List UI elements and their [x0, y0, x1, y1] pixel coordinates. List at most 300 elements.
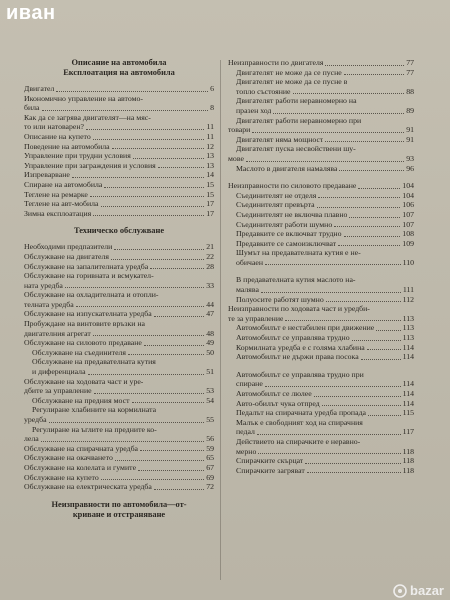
- section-heading: Експлоатация на автомобила: [63, 68, 175, 77]
- toc-page-number: 91: [406, 125, 414, 135]
- toc-entry-title: Теглене на авт-мобила: [24, 199, 99, 209]
- toc-page-number: 33: [206, 280, 214, 290]
- toc-entry: [24, 386, 214, 396]
- toc-page-number: 17: [206, 208, 214, 218]
- toc-entry: [24, 463, 214, 473]
- toc-entry: [228, 144, 414, 154]
- toc-page-number: 48: [206, 328, 214, 338]
- toc-page-number: 51: [206, 367, 214, 377]
- toc-entry: [228, 399, 414, 409]
- toc-entry: [24, 151, 214, 161]
- toc-entry-title: Обслужване на охладителната и отопли-: [24, 290, 159, 300]
- dot-leader: [258, 453, 400, 454]
- dot-leader: [252, 132, 404, 133]
- toc-entry: [228, 343, 414, 353]
- toc-entry: [24, 415, 214, 425]
- toc-entry: [228, 437, 414, 447]
- toc-page-number: 77: [406, 67, 414, 77]
- dot-leader: [257, 434, 401, 435]
- dot-leader: [128, 354, 204, 355]
- dot-leader: [138, 470, 204, 471]
- toc-page-number: 114: [402, 342, 414, 352]
- toc-page-number: 65: [206, 453, 214, 463]
- dot-leader: [349, 217, 400, 218]
- dot-leader: [344, 74, 404, 75]
- toc-page-number: 114: [402, 398, 414, 408]
- toc-entry-title: те за управление: [228, 313, 284, 323]
- toc-page-number: 96: [406, 163, 414, 173]
- toc-entry-title: Двигателят пуска несвойствени шу-: [236, 144, 356, 154]
- toc-entry: [24, 271, 214, 281]
- toc-entry: [24, 122, 214, 132]
- toc-page-number: 50: [206, 347, 214, 357]
- toc-page-number: 107: [402, 219, 414, 229]
- toc-entry-title: Двигател: [24, 84, 55, 93]
- watermark-top: иван: [6, 2, 56, 24]
- toc-entry-title: Обслужване на колелата и гумите: [24, 462, 137, 472]
- toc-entry-title: Теглене на ремарке: [24, 189, 88, 199]
- toc-entry-title: топло състояние: [236, 86, 291, 96]
- section-heading: Техническо обслужване: [73, 226, 165, 236]
- toc-entry-title: товари: [228, 125, 251, 135]
- dot-leader: [112, 148, 205, 149]
- toc-entry: [228, 68, 414, 78]
- toc-entry: [228, 408, 414, 418]
- toc-entry: [228, 258, 414, 268]
- toc-entry: [228, 370, 414, 380]
- toc-page-number: 110: [402, 257, 414, 267]
- toc-entry: [228, 447, 414, 457]
- toc-entry: [228, 427, 414, 437]
- section-heading: криване и отстраняване: [72, 509, 166, 519]
- toc-page-number: 14: [206, 170, 214, 180]
- toc-entry-title: Обслужване на запалителната уредба: [24, 261, 149, 271]
- dot-leader: [41, 441, 205, 442]
- dot-leader: [339, 170, 404, 171]
- dot-leader: [133, 158, 204, 159]
- dot-leader: [318, 197, 400, 198]
- toc-entry-title: Двигателят работи неравномерно на: [236, 96, 357, 106]
- toc-page-number: 55: [206, 415, 214, 424]
- toc-entry-title: Маслото в двигателя намалява: [236, 163, 338, 173]
- toc-entry: [24, 329, 214, 339]
- toc-entry: [24, 242, 214, 252]
- toc-entry: [24, 482, 214, 492]
- toc-entry-title: лела: [24, 434, 39, 444]
- toc-page-number: 17: [206, 199, 214, 209]
- toc-entry-title: Малък е свободният ход на спирачния: [236, 417, 363, 427]
- toc-entry-title: била: [24, 103, 40, 113]
- toc-entry-title: двигателния агрегат: [24, 328, 91, 338]
- toc-page-number: 13: [206, 160, 214, 170]
- toc-entry-title: ната уредба: [24, 280, 63, 290]
- toc-page-number: 6: [210, 84, 214, 93]
- toc-entry-title: Обслужване на съединителя: [32, 347, 127, 357]
- toc-entry: [24, 94, 214, 104]
- dot-leader: [261, 292, 401, 293]
- dot-leader: [285, 320, 400, 321]
- dot-leader: [115, 460, 204, 461]
- toc-entry: [228, 77, 414, 87]
- toc-page-number: 15: [206, 189, 214, 199]
- dot-leader: [273, 113, 404, 114]
- toc-entry: [24, 132, 214, 142]
- toc-page-number: 113: [402, 313, 414, 323]
- toc-entry: [24, 444, 214, 454]
- toc-entry-title: Автомобилът е нестабилен при движение: [236, 323, 375, 333]
- toc-entry-title: празен ход: [236, 105, 272, 115]
- toc-entry: [24, 377, 214, 387]
- toc-entry-title: Обслужване на ходовата част и уре-: [24, 376, 144, 386]
- dot-leader: [334, 226, 400, 227]
- toc-page-number: 117: [402, 427, 414, 437]
- toc-entry-title: Автомобилът се управлява трудно: [236, 333, 350, 343]
- toc-entry: [24, 190, 214, 200]
- dot-leader: [352, 340, 401, 341]
- toc-entry: [228, 191, 414, 201]
- toc-entry-title: В предавателната кутия маслото на-: [236, 275, 356, 285]
- toc-page-number: 77: [406, 58, 414, 67]
- toc-entry: [24, 262, 214, 272]
- toc-entry-title: Предавките се включват трудно: [236, 229, 342, 239]
- toc-entry-title: Спирачките загряват: [236, 465, 305, 475]
- toc-entry-title: Как да се загрява двигателят—на мяс-: [24, 112, 151, 122]
- toc-entry-title: Обслужване на силовото предаване: [24, 338, 142, 348]
- toc-entry: [228, 295, 414, 305]
- dot-leader: [76, 306, 205, 307]
- toc-entry-title: Двигателят няма мощност: [236, 134, 324, 144]
- toc-page-number: 114: [402, 379, 414, 389]
- toc-page-number: 114: [402, 352, 414, 362]
- toc-entry: [24, 113, 214, 123]
- left-column: [24, 58, 214, 520]
- toc-entry-title: Обслужване на двигателя: [24, 251, 109, 261]
- toc-entry: [228, 154, 414, 164]
- toc-entry: [228, 389, 414, 399]
- dot-leader: [93, 139, 205, 140]
- toc-entry: [228, 466, 414, 476]
- toc-entry-title: педал: [236, 427, 255, 437]
- toc-page-number: 67: [206, 462, 214, 472]
- toc-entry-title: Предавките се самоизключват: [236, 238, 337, 248]
- toc-entry-title: Съединителят не включва плавно: [236, 209, 348, 219]
- dot-leader: [367, 349, 401, 350]
- dot-leader: [111, 259, 204, 260]
- toc-entry: [24, 473, 214, 483]
- toc-entry: [228, 58, 414, 68]
- dot-leader: [344, 236, 401, 237]
- toc-entry: [228, 135, 414, 145]
- toc-entry-title: Авто-обилът чука отпред: [236, 398, 320, 408]
- toc-entry: [24, 300, 214, 310]
- toc-entry: [228, 352, 414, 362]
- toc-entry-title: Поведение на автомобила: [24, 141, 110, 151]
- toc-page-number: 106: [402, 200, 414, 210]
- toc-entry: [24, 357, 214, 367]
- dot-leader: [42, 110, 209, 111]
- dot-leader: [325, 65, 404, 66]
- toc-page-number: 113: [402, 323, 414, 333]
- toc-entry-title: мове: [228, 153, 244, 163]
- toc-entry-title: Шумът на предавателната кутия е не-: [236, 248, 361, 258]
- toc-entry-title: Описание на купето: [24, 131, 91, 141]
- toc-entry: [24, 367, 214, 377]
- toc-entry-title: Обслужване на предния мост: [32, 395, 130, 405]
- dot-leader: [104, 187, 204, 188]
- toc-page-number: 107: [402, 209, 414, 219]
- toc-page-number: 13: [206, 151, 214, 161]
- toc-page-number: 59: [206, 443, 214, 453]
- toc-page-number: 72: [206, 482, 214, 492]
- toc-page-number: 112: [402, 294, 414, 304]
- toc-page-number: 104: [402, 181, 414, 191]
- toc-entry: [24, 170, 214, 180]
- toc-page-number: 113: [402, 333, 414, 343]
- dot-leader: [154, 316, 205, 317]
- section-heading: Описание на автомобила: [71, 58, 167, 67]
- dot-leader: [158, 167, 204, 168]
- toc-page-number: 69: [206, 472, 214, 482]
- toc-page-number: 44: [206, 299, 214, 309]
- dot-leader: [368, 415, 401, 416]
- toc-page-number: 93: [406, 153, 414, 163]
- toc-page-number: 118: [402, 456, 414, 466]
- toc-entry: [228, 164, 414, 174]
- toc-entry: [24, 142, 214, 152]
- toc-entry: [24, 396, 214, 406]
- toc-entry-title: Съединителят работи шумно: [236, 219, 333, 229]
- toc-page-number: 12: [206, 141, 214, 151]
- toc-entry-title: Неизправности по двигателя: [228, 58, 324, 67]
- dot-leader: [317, 207, 401, 208]
- dot-leader: [265, 386, 401, 387]
- dot-leader: [101, 206, 205, 207]
- toc-entry-title: Зимна експлоатация: [24, 208, 92, 218]
- dot-leader: [338, 245, 400, 246]
- toc-page-number: 54: [206, 395, 214, 405]
- toc-entry: [24, 434, 214, 444]
- dot-leader: [72, 177, 204, 178]
- dot-leader: [361, 359, 401, 360]
- toc-page-number: 88: [406, 86, 414, 96]
- toc-entry-title: Обслужване на спирачната уредба: [24, 443, 139, 453]
- toc-entry: [228, 96, 414, 106]
- toc-entry-title: Обслужване на горивната и всмукател-: [24, 271, 154, 281]
- toc-page-number: 49: [206, 338, 214, 348]
- toc-entry-title: Кормилната уредба е с голяма хлабина: [236, 342, 365, 352]
- toc-entry-title: Регулиране на ъглите на предните ко-: [32, 424, 157, 434]
- watermark-bottom: [393, 583, 444, 598]
- toc-page-number: 109: [402, 238, 414, 248]
- toc-entry: [24, 180, 214, 190]
- toc-entry: [228, 210, 414, 220]
- toc-page-number: 53: [206, 386, 214, 396]
- toc-entry-title: и диференциала: [32, 367, 86, 377]
- toc-page-number: 11: [206, 122, 214, 132]
- toc-entry: [24, 309, 214, 319]
- toc-entry: [228, 116, 414, 126]
- toc-list: [228, 181, 414, 267]
- toc-entry-title: уредба: [24, 415, 47, 424]
- toc-entry-title: Изпреварване: [24, 170, 70, 180]
- toc-entry-title: Обслужване на купето: [24, 472, 99, 482]
- toc-entry: [228, 418, 414, 428]
- toc-entry-title: Автомобилът се управлява трудно при: [236, 369, 364, 379]
- toc-entry-title: то или натоварен?: [24, 122, 85, 132]
- toc-entry-title: Обслужване на предавателната кутия: [32, 357, 156, 367]
- toc-entry-title: Икономично управление на автомо-: [24, 93, 144, 103]
- toc-entry-title: Спирачките скърцат: [236, 456, 304, 466]
- toc-entry: [24, 161, 214, 171]
- toc-entry-title: спиране: [236, 379, 263, 389]
- toc-page-number: 104: [402, 190, 414, 200]
- toc-entry: [24, 290, 214, 300]
- toc-entry-title: дбите за управление: [24, 386, 92, 396]
- right-column: [228, 58, 414, 475]
- toc-entry-title: мерно: [236, 446, 257, 456]
- toc-entry-title: Обслужване на окачването: [24, 453, 113, 463]
- dot-leader: [307, 472, 401, 473]
- toc-page-number: 118: [402, 446, 414, 456]
- dot-leader: [150, 268, 204, 269]
- toc-entry: [228, 304, 414, 314]
- toc-page-number: 56: [206, 434, 214, 444]
- toc-list: [228, 58, 414, 173]
- toc-entry: [24, 453, 214, 463]
- toc-entry-title: Регулиране хлабините на кормилната: [32, 405, 157, 415]
- toc-entry: [24, 405, 214, 415]
- dot-leader: [86, 129, 204, 130]
- toc-entry-title: Автомобилът не държи права посока: [236, 352, 359, 362]
- dot-leader: [65, 287, 204, 288]
- toc-list: [228, 275, 414, 361]
- toc-entry: [228, 323, 414, 333]
- toc-entry: [24, 103, 214, 113]
- dot-leader: [93, 215, 204, 216]
- dot-leader: [140, 450, 204, 451]
- toc-page-number: 47: [206, 309, 214, 319]
- dot-leader: [265, 264, 401, 265]
- toc-entry: [24, 425, 214, 435]
- toc-entry-title: обичаен: [236, 257, 264, 267]
- toc-entry: [228, 333, 414, 343]
- dot-leader: [56, 91, 208, 92]
- toc-entry-title: Двигателят работи неравномерно при: [236, 115, 362, 125]
- toc-page-number: 11: [206, 131, 214, 141]
- toc-page-number: 89: [406, 105, 414, 115]
- toc-page-number: 8: [210, 103, 214, 113]
- dot-leader: [246, 161, 404, 162]
- toc-entry: [228, 314, 414, 324]
- toc-entry-title: Двигателят не може да се пусне в: [236, 77, 348, 87]
- dot-leader: [325, 141, 404, 142]
- toc-page-number: 21: [206, 242, 214, 252]
- toc-entry: [24, 199, 214, 209]
- toc-list: [24, 84, 214, 218]
- toc-entry: [228, 181, 414, 191]
- watermark-bottom-text: bazar: [410, 583, 444, 598]
- toc-page-number: 115: [402, 408, 414, 418]
- toc-entry: [24, 319, 214, 329]
- toc-page-number: 118: [402, 465, 414, 475]
- dot-leader: [322, 405, 401, 406]
- dot-leader: [144, 345, 204, 346]
- dot-leader: [305, 463, 400, 464]
- toc-page-number: 111: [402, 285, 414, 295]
- dot-leader: [90, 196, 204, 197]
- toc-entry-title: Неизправности по силовото предаване: [228, 181, 357, 191]
- dot-leader: [376, 330, 400, 331]
- toc-page-number: 22: [206, 251, 214, 261]
- toc-entry-title: Обслужване на изпускателната уредба: [24, 309, 152, 319]
- dot-leader: [132, 402, 205, 403]
- dot-leader: [88, 374, 205, 375]
- toc-entry-title: Автомобилът се люлее: [236, 389, 312, 398]
- toc-entry: [228, 220, 414, 230]
- toc-page-number: 91: [406, 134, 414, 144]
- toc-entry: [228, 125, 414, 135]
- dot-leader: [94, 393, 205, 394]
- dot-leader: [293, 93, 405, 94]
- toc-entry: [228, 456, 414, 466]
- dot-leader: [358, 188, 400, 189]
- dot-leader: [314, 396, 401, 397]
- dot-leader: [154, 489, 204, 490]
- toc-entry-title: Действието на спирачките е неравно-: [236, 436, 361, 446]
- toc-entry-title: Двигателят не може да се пусне: [236, 67, 342, 77]
- toc-entry: [24, 209, 214, 219]
- toc-page-number: 28: [206, 261, 214, 271]
- toc-list: [24, 242, 214, 491]
- toc-entry: [228, 106, 414, 116]
- dot-leader: [114, 249, 204, 250]
- dot-leader: [101, 479, 204, 480]
- toc-entry-title: Пробуждане на винтовите връзки на: [24, 319, 146, 329]
- dot-leader: [49, 422, 205, 423]
- toc-entry-title: Управление при трудни условия: [24, 151, 131, 161]
- toc-entry: [228, 239, 414, 249]
- toc-entry: [24, 252, 214, 262]
- dot-leader: [326, 301, 401, 302]
- section-heading: Неизправности по автомобила—от-: [51, 499, 187, 509]
- toc-page-number: 15: [206, 179, 214, 189]
- toc-entry-title: Съединителят не отделя: [236, 190, 317, 200]
- toc-entry: [228, 229, 414, 239]
- toc-entry: [228, 200, 414, 210]
- toc-entry: [24, 348, 214, 358]
- bazar-logo-icon: [393, 584, 407, 598]
- toc-entry-title: Неизправности по ходовата част и уредби-: [228, 304, 370, 314]
- toc-entry-title: Спиране на автомобила: [24, 179, 103, 189]
- toc-entry-title: Педалът на спирачната уредба пропада: [236, 408, 366, 418]
- toc-entry-title: Съединителят превърта: [236, 200, 315, 210]
- toc-entry: [228, 87, 414, 97]
- toc-list: [228, 370, 414, 476]
- toc-entry: [228, 379, 414, 389]
- toc-entry-title: Управление при заграждения и условия: [24, 160, 156, 170]
- toc-page-number: 114: [402, 389, 414, 398]
- dot-leader: [93, 335, 204, 336]
- toc-page-number: 108: [402, 229, 414, 239]
- toc-entry: [228, 248, 414, 258]
- toc-entry: [228, 275, 414, 285]
- toc-entry-title: Полуосите работят шумно: [236, 294, 324, 304]
- toc-entry: [24, 281, 214, 291]
- toc-entry-title: Обслужване на електрическата уредба: [24, 482, 152, 492]
- toc-entry-title: телната уредба: [24, 299, 74, 309]
- toc-entry-title: малява: [236, 285, 259, 295]
- toc-entry: [228, 285, 414, 295]
